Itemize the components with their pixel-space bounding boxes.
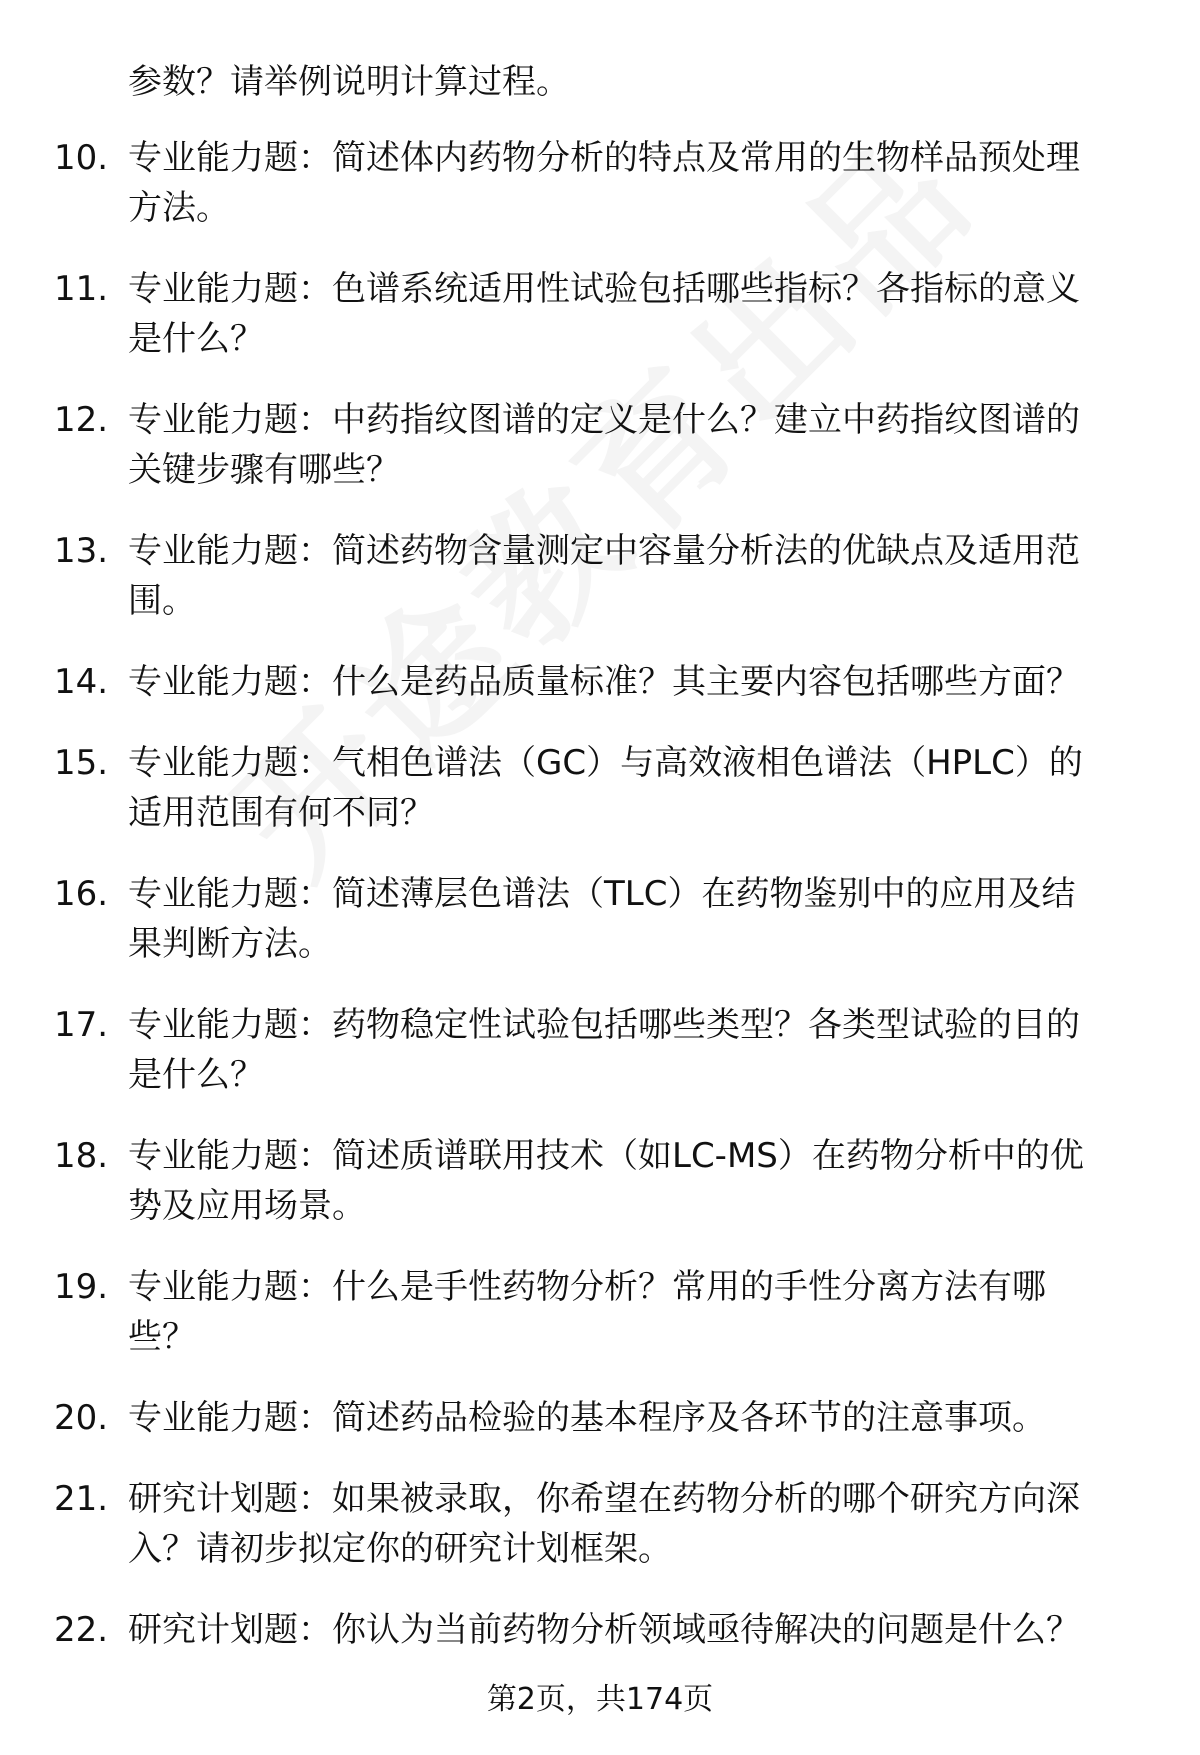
question-text-line: 专业能力题：简述体内药物分析的特点及常用的生物样品预处理	[128, 138, 1080, 178]
question-number: 10.	[54, 138, 109, 178]
question-text	[128, 1262, 1148, 1362]
question-number: 15.	[54, 743, 109, 783]
question-number: 20.	[54, 1398, 109, 1438]
question-text-line: 入？请初步拟定你的研究计划框架。	[128, 1529, 672, 1569]
question-text	[128, 133, 1148, 233]
question-text	[128, 1474, 1148, 1574]
question-number: 13.	[54, 531, 109, 571]
question-text-line: 专业能力题：简述质谱联用技术（如LC-MS）在药物分析中的优	[128, 1136, 1084, 1176]
question-number: 18.	[54, 1136, 109, 1176]
question-text	[128, 1000, 1148, 1100]
question-text-line: 专业能力题：简述药品检验的基本程序及各环节的注意事项。	[128, 1398, 1046, 1438]
question-number: 22.	[54, 1610, 109, 1650]
question-number: 19.	[54, 1267, 109, 1307]
question-text	[128, 1605, 1148, 1655]
question-text	[128, 1131, 1148, 1231]
question-text	[128, 264, 1148, 364]
question-text-line: 专业能力题：简述药物含量测定中容量分析法的优缺点及适用范	[128, 531, 1080, 571]
question-text-line: 研究计划题：你认为当前药物分析领域亟待解决的问题是什么？	[128, 1610, 1080, 1650]
question-text	[128, 657, 1148, 707]
question-text-line: 些？	[128, 1317, 196, 1357]
question-text-line: 专业能力题：什么是药品质量标准？其主要内容包括哪些方面？	[128, 662, 1080, 702]
question-text	[128, 395, 1148, 495]
question-text-line: 专业能力题：色谱系统适用性试验包括哪些指标？各指标的意义	[128, 269, 1080, 309]
question-text-line: 适用范围有何不同？	[128, 793, 434, 833]
question-text-line: 关键步骤有哪些？	[128, 450, 400, 490]
question-text-line: 方法。	[128, 188, 230, 228]
question-text	[128, 526, 1148, 626]
question-number: 11.	[54, 269, 109, 309]
question-text-line: 围。	[128, 581, 196, 621]
page-footer: 第2页，共174页	[486, 1682, 714, 1717]
question-text-line: 是什么？	[128, 319, 264, 359]
question-number: 21.	[54, 1479, 109, 1519]
question-text	[128, 1393, 1148, 1443]
question-text-line: 专业能力题：药物稳定性试验包括哪些类型？各类型试验的目的	[128, 1005, 1080, 1045]
question-text-line: 专业能力题：什么是手性药物分析？常用的手性分离方法有哪	[128, 1267, 1046, 1307]
question-number: 16.	[54, 874, 109, 914]
question-text-line: 是什么？	[128, 1055, 264, 1095]
question-text-line: 研究计划题：如果被录取，你希望在药物分析的哪个研究方向深	[128, 1479, 1080, 1519]
question-text-line: 专业能力题：气相色谱法（GC）与高效液相色谱法（HPLC）的	[128, 743, 1083, 783]
question-text	[128, 738, 1148, 838]
question-text-line: 专业能力题：中药指纹图谱的定义是什么？建立中药指纹图谱的	[128, 400, 1080, 440]
question-number: 14.	[54, 662, 109, 702]
question-text-line: 果判断方法。	[128, 924, 332, 964]
question-number: 17.	[54, 1005, 109, 1045]
continuation-line: 参数？请举例说明计算过程。	[128, 62, 570, 102]
question-number: 12.	[54, 400, 109, 440]
question-text	[128, 869, 1148, 969]
question-text-line: 专业能力题：简述薄层色谱法（TLC）在药物鉴别中的应用及结	[128, 874, 1076, 914]
question-text-line: 势及应用场景。	[128, 1186, 366, 1226]
